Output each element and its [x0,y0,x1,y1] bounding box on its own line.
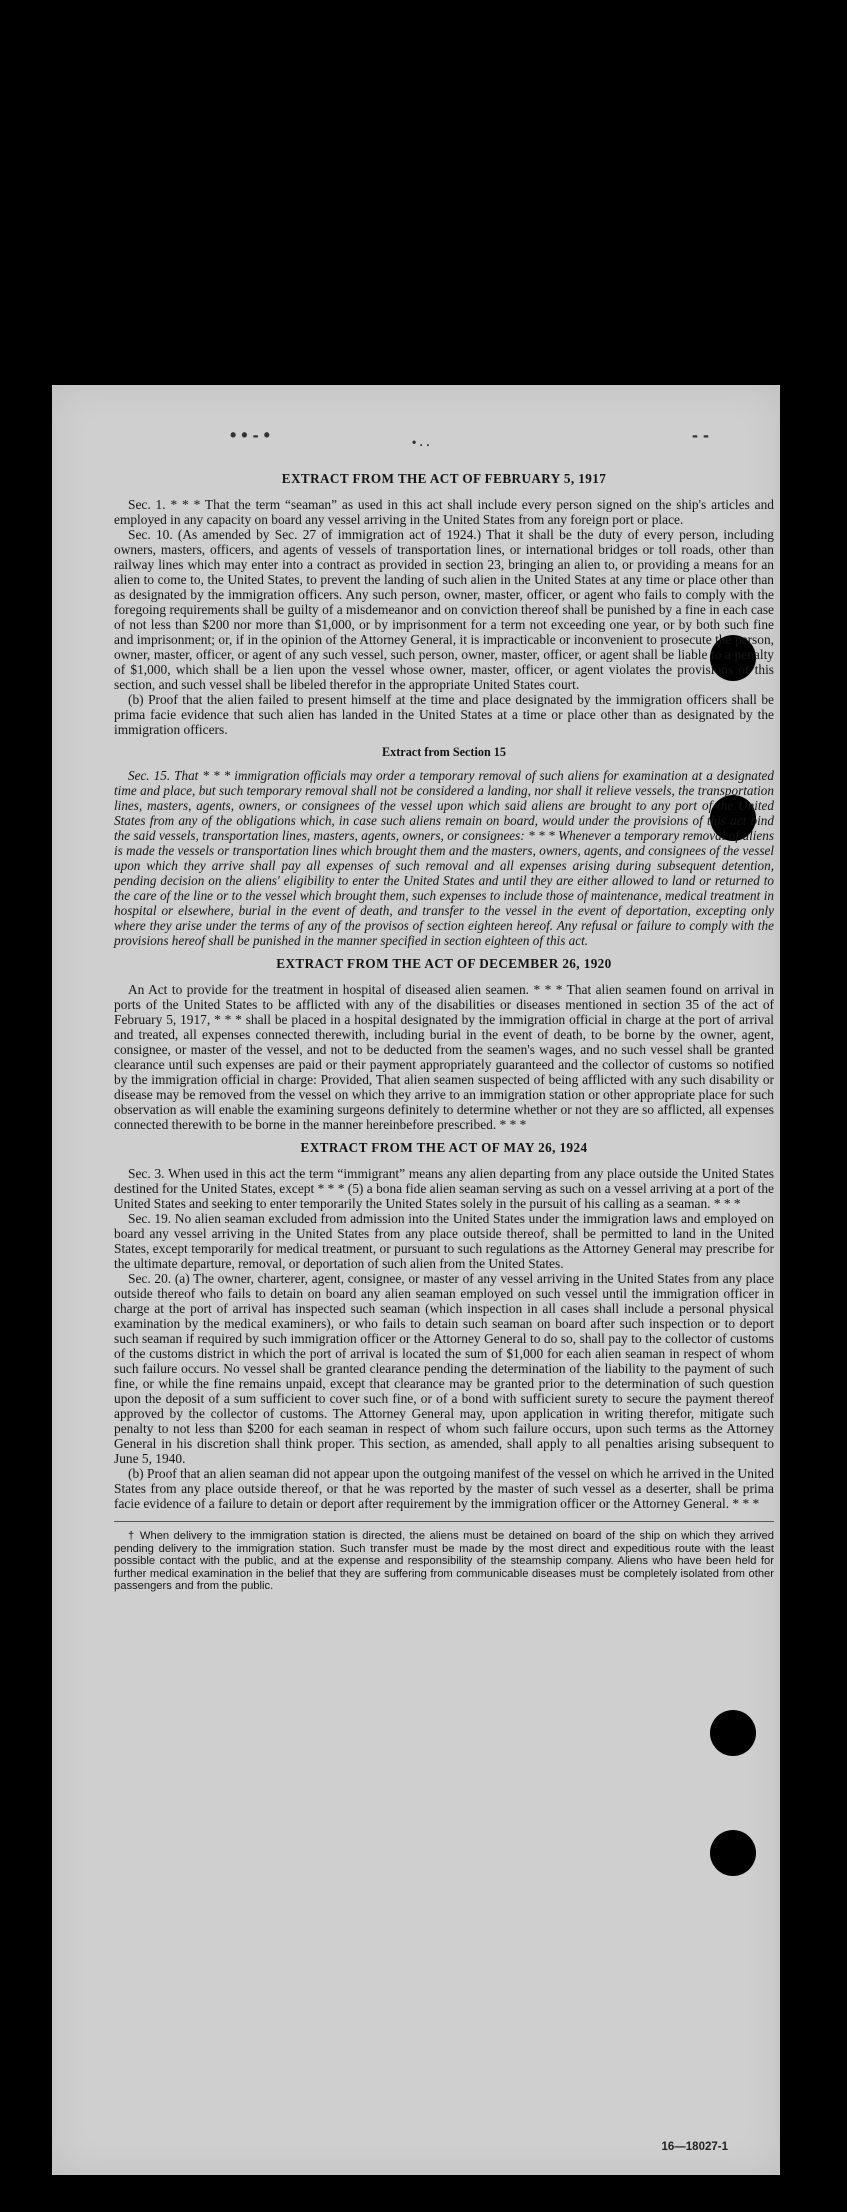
document-content [114,471,774,1593]
document-page [52,385,780,2175]
section-feb-1917 [114,471,774,737]
paragraph-act-1920: An Act to provide for the treatment in hospital of diseased alien seamen. * * * That alien seamen found on arrival in ports of the United States to be afflicted with any of the disabilities or diseases mentioned in section 35 of the act of February 5, 1917, * * * shall be placed in a hospital designated by the immigration official in charge at the port of arrival and treated, all expenses connected therewith, including burial in the event of death, to be borne by the owner, agent, consignee, or master of the vessel, and not to be deducted from the seamen's wages, and no such vessel shall be granted clearance until such expenses are paid or their payment appropriately guaranteed and the collector of customs so notified by the immigration official in charge: Provided, That alien seamen suspected of being afflicted with any such disability or disease may be removed from the vessel on which they arrive to an immigration station or other appropriate place for such observation as will enable the examining surgeons definitely to determine whether or not they are so afflicted, all expenses connected therewith to be borne in the manner hereinbefore prescribed. * * * [114,982,774,1132]
footnote [114,1521,774,1593]
section-title: EXTRACT FROM THE ACT OF MAY 26, 1924 [300,1140,588,1155]
punch-hole [710,1830,756,1876]
paragraph-sec20a: Sec. 20. (a) The owner, charterer, agent, consignee, or master of any vessel arriving in the United States from any place outside thereof who fails to detain on board any alien seaman employed on such vessel until the immigration officer in charge at the port of arrival has inspected such seaman (which inspection in all cases shall include a personal physical examination by the medical examiners), or who fails to detain such seaman on board after such inspection or to deport such seaman if required by such immigration officer or the Attorney General to do so, shall pay to the collector of customs of the customs district in which the port of arrival is located the sum of $1,000 for each alien seaman in respect of whom such failure occurs. No vessel shall be granted clearance pending the determination of the liability to the payment of such fine, or while the fine remains unpaid, except that clearance may be granted prior to the determination of such question upon the deposit of a sum sufficient to cover such fine, or of a bond with sufficient surety to secure the payment thereof approved by the collector of customs. The Attorney General may, upon application in writing therefor, mitigate such penalty to not less than $200 for each seaman in respect of whom such failure occurs, upon such terms as the Attorney General in his discretion shall think proper. This section, as amended, shall apply to all penalties arising subsequent to June 5, 1940. [114,1271,774,1466]
footnote-text: † When delivery to the immigration station is directed, the aliens must be detained on board of the ship on which they arrived pending delivery to the immigration station. Such transfer must be made by the most direct and expeditious route with the least possible contact with the public, and at the expense and responsibility of the steamship company. Aliens who have been held for further medical examination in the belief that they are suffering from communicable diseases must be completely isolated from other passengers and from the public. [114,1530,774,1593]
punch-hole [710,1710,756,1756]
top-marks [52,425,780,449]
top-mark: - - [692,425,709,445]
paragraph-sec20b: (b) Proof that an alien seaman did not appear upon the outgoing manifest of the vessel on which he arrived in the United States from any place outside thereof, or that he was reported by the master of such vessel as a deserter, shall be prima facie evidence of a failure to detain or deport after requirement by the immigration officer or the Attorney General. * * * [114,1466,774,1511]
paragraph-sec3: Sec. 3. When used in this act the term “immigrant” means any alien departing from any place outside the United States destined for the United States, except * * * (5) a bona fide alien seaman serving as such on a vessel arriving at a port of the United States and seeking to enter temporarily the United States solely in the pursuit of his calling as a seaman. * * * [114,1166,774,1211]
paragraph-sec10b: (b) Proof that the alien failed to present himself at the time and place designated by the immigration officers shall be prima facie evidence that such alien has landed in the United States at a time or place other than as designated by the immigration officers. [114,692,774,737]
section-title: EXTRACT FROM THE ACT OF DECEMBER 26, 1920 [276,956,612,971]
section-title: EXTRACT FROM THE ACT OF FEBRUARY 5, 1917 [281,471,607,486]
top-mark: • . . [412,435,430,449]
form-number: 16—18027-1 [661,2141,728,2153]
top-mark: • • - • [230,425,270,445]
section-title: Extract from Section 15 [382,745,506,759]
section-may-1924 [114,1140,774,1511]
section-dec-1920 [114,956,774,1132]
paragraph-sec15: Sec. 15. That * * * immigration officials may order a temporary removal of such aliens for examination at a designated time and place, but such temporary removal shall not be considered a landing, nor shall it relieve vessels, the transportation lines, masters, agents, owners, or consignees of the vessel upon which said aliens are brought to any port of the United States from any of the obligations which, in case such aliens remain on board, would under the provisions of this act bind the said vessels, transportation lines, masters, agents, owners, or consignees: * * * Whenever a temporary removal of aliens is made the vessels or transportation lines which brought them and the masters, owners, agents, and consignees of the vessel upon which they arrive shall pay all expenses of such removal and all expenses arising during subsequent detention, pending decision on the aliens' eligibility to enter the United States and until they are either allowed to land or returned to the care of the line or to the vessel which brought them, such expenses to include those of maintenance, medical treatment in hospital or elsewhere, burial in the event of death, and transfer to the vessel in the event of deportation, excepting only where they arise under the terms of any of the provisos of section eighteen hereof. Any refusal or failure to comply with the provisions hereof shall be punished in the manner specified in section eighteen of this act. [114,768,774,948]
paragraph-sec10: Sec. 10. (As amended by Sec. 27 of immigration act of 1924.) That it shall be the duty of every person, including owners, masters, officers, and agents of vessels of transportation lines, or international bridges or toll roads, other than railway lines which may enter into a contract as provided in section 23, bringing an alien to, or providing a means for an alien to come to, the United States, to prevent the landing of such alien in the United States at any time or place other than as designated by the immigration officers. Any such person, owner, master, officer, or agent who fails to comply with the foregoing requirements shall be guilty of a misdemeanor and on conviction thereof shall be punished by a fine in each case of not less than $200 nor more than $1,000, or by imprisonment for a term not exceeding one year, or by both such fine and imprisonment; or, if in the opinion of the Attorney General, it is impracticable or inconvenient to prosecute the person, owner, master, officer, or agent of any such vessel, such person, owner, master, officer, or agent shall be liable to a penalty of $1,000, which shall be a lien upon the vessel whose owner, master, officer, or agent violates the provisions of this section, and such vessel shall be libeled therefor in the appropriate United States court. [114,527,774,692]
paragraph-sec19: Sec. 19. No alien seaman excluded from admission into the United States under the immigration laws and employed on board any vessel arriving in the United States from any place outside thereof, shall be permitted to land in the United States, except temporarily for medical treatment, or pursuant to such regulations as the Attorney General may prescribe for the ultimate departure, removal, or deportation of such alien from the United States. [114,1211,774,1271]
paragraph-sec1: Sec. 1. * * * That the term “seaman” as used in this act shall include every person signed on the ship's articles and employed in any capacity on board any vessel arriving in the United States from any foreign port or place. [114,497,774,527]
section-15 [114,745,774,948]
